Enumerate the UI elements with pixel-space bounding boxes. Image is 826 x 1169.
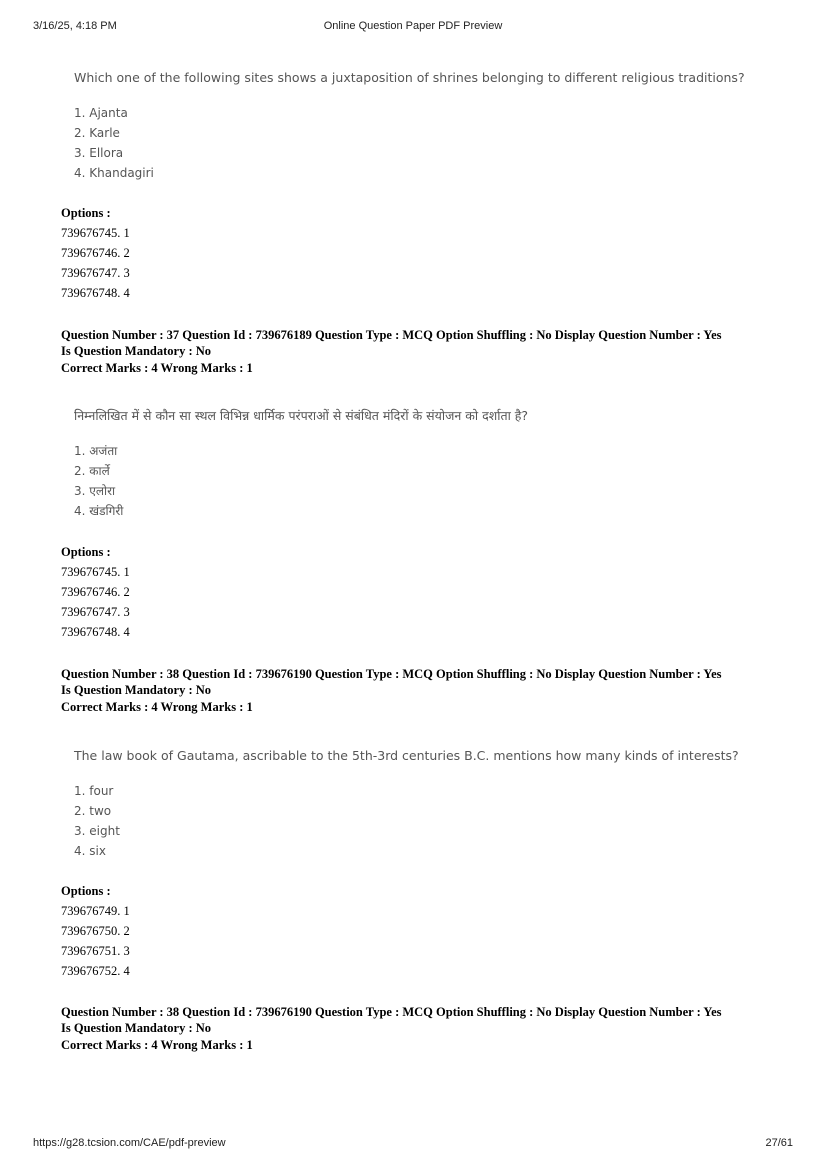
choice-item: 2. two: [74, 804, 112, 818]
question-meta-block: [61, 327, 781, 378]
option-id: 739676752. 4: [61, 964, 130, 978]
options-label: Options :: [61, 206, 111, 220]
choice-item: 2. Karle: [74, 126, 120, 140]
print-datetime: 3/16/25, 4:18 PM: [33, 20, 117, 32]
question-text: Which one of the following sites shows a juxtaposition of shrines belonging to different religious traditions?: [74, 70, 745, 85]
choice-item: 4. खंडगिरी: [74, 504, 124, 518]
options-block: [61, 542, 130, 642]
options-block: [61, 881, 130, 981]
mandatory-line: Is Question Mandatory : No: [61, 344, 212, 358]
question-text: The law book of Gautama, ascribable to the 5th-3rd centuries B.C. mentions how many kinds of interests?: [74, 748, 739, 763]
question-image-hindi-shrines: [74, 408, 528, 521]
option-id: 739676747. 3: [61, 266, 130, 280]
choice-list: [74, 441, 528, 521]
option-id: 739676745. 1: [61, 565, 130, 579]
option-id: 739676749. 1: [61, 904, 130, 918]
choice-list: [74, 103, 745, 183]
print-url: https://g28.tcsion.com/CAE/pdf-preview: [33, 1137, 226, 1149]
option-id: 739676746. 2: [61, 246, 130, 260]
options-label: Options :: [61, 545, 111, 559]
choice-item: 1. four: [74, 784, 114, 798]
option-id: 739676745. 1: [61, 226, 130, 240]
choice-item: 2. कार्ले: [74, 464, 110, 478]
choice-item: 3. eight: [74, 824, 120, 838]
mandatory-line: Is Question Mandatory : No: [61, 683, 212, 697]
choice-list: [74, 781, 739, 861]
mandatory-line: Is Question Mandatory : No: [61, 1021, 212, 1035]
option-id: 739676747. 3: [61, 605, 130, 619]
question-meta-block: [61, 1004, 781, 1055]
option-id: 739676748. 4: [61, 625, 130, 639]
question-text: निम्नलिखित में से कौन सा स्थल विभिन्न धार्मिक परंपराओं से संबंधित मंदिरों के संयोजन को दर्शाता है?: [74, 408, 529, 423]
option-id: 739676746. 2: [61, 585, 130, 599]
option-id: 739676751. 3: [61, 944, 130, 958]
page-number: 27/61: [765, 1137, 793, 1149]
choice-item: 3. एलोरा: [74, 484, 116, 498]
choice-item: 4. Khandagiri: [74, 166, 154, 180]
choice-item: 1. अजंता: [74, 444, 118, 458]
marks-line: Correct Marks : 4 Wrong Marks : 1: [61, 1038, 253, 1052]
question-image-english-gautama: [74, 748, 739, 861]
print-title: Online Question Paper PDF Preview: [323, 20, 503, 32]
choice-item: 4. six: [74, 844, 106, 858]
question-meta-line: Question Number : 37 Question Id : 739676189 Question Type : MCQ Option Shuffling : No Display Question Number : Yes: [61, 328, 722, 342]
option-id: 739676750. 2: [61, 924, 130, 938]
options-block: [61, 203, 130, 303]
question-meta-line: Question Number : 38 Question Id : 739676190 Question Type : MCQ Option Shuffling : No Display Question Number : Yes: [61, 1005, 722, 1019]
marks-line: Correct Marks : 4 Wrong Marks : 1: [61, 361, 253, 375]
marks-line: Correct Marks : 4 Wrong Marks : 1: [61, 700, 253, 714]
option-id: 739676748. 4: [61, 286, 130, 300]
choice-item: 3. Ellora: [74, 146, 124, 160]
question-meta-block: [61, 666, 781, 717]
options-label: Options :: [61, 884, 111, 898]
question-meta-line: Question Number : 38 Question Id : 739676190 Question Type : MCQ Option Shuffling : No Display Question Number : Yes: [61, 667, 722, 681]
question-image-english-shrines: [74, 70, 745, 183]
choice-item: 1. Ajanta: [74, 106, 128, 120]
